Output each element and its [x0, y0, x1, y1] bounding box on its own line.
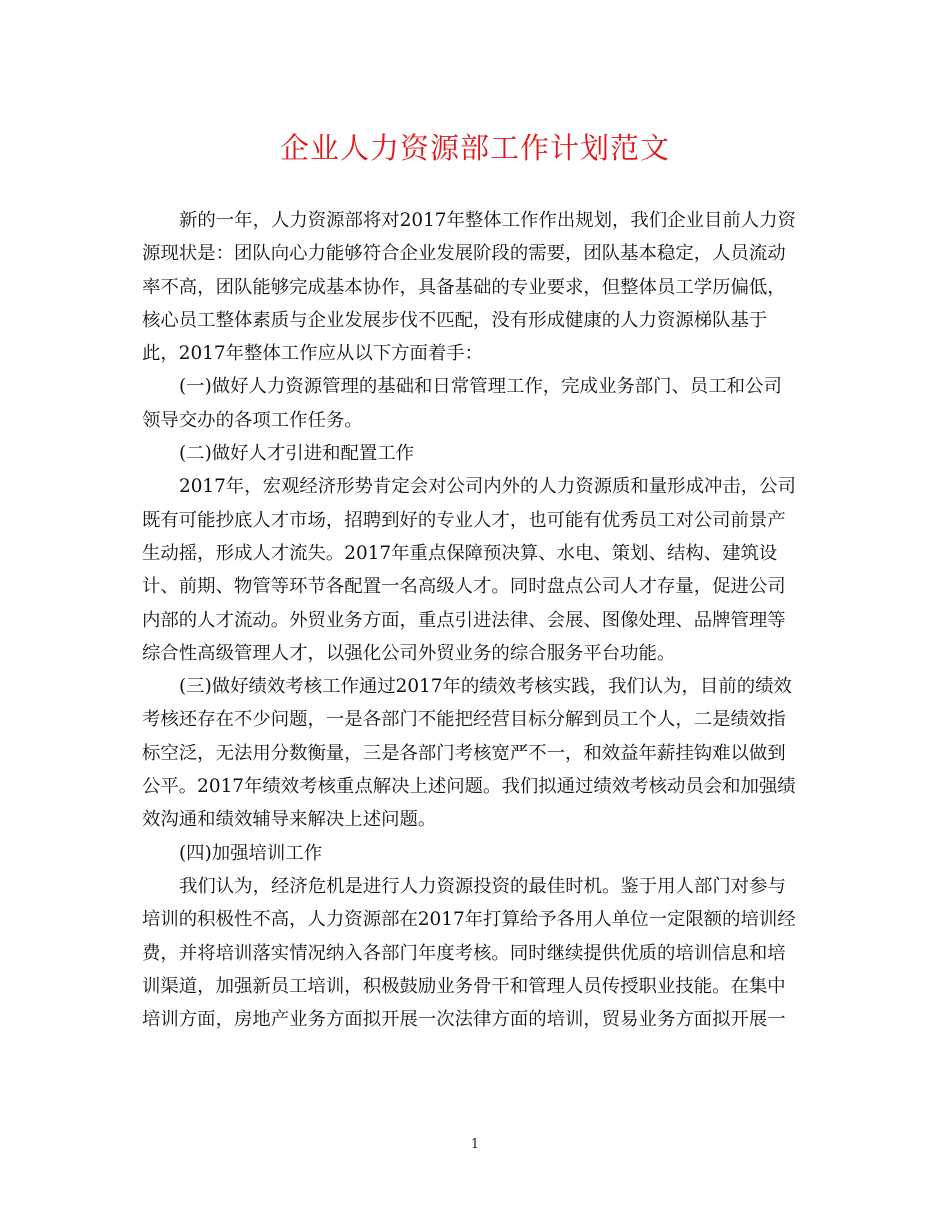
body-line: 既有可能抄底人才市场，招聘到好的专业人才，也可能有优秀员工对公司前景产: [142, 509, 786, 531]
body-line: 综合性高级管理人才，以强化公司外贸业务的综合服务平台功能。: [142, 642, 676, 664]
body-line: 源现状是：团队向心力能够符合企业发展阶段的需要，团队基本稳定，人员流动: [142, 243, 786, 265]
body-line: 我们认为，经济危机是进行人力资源投资的最佳时机。鉴于用人部门对参与: [179, 875, 786, 897]
body-line: 培训的积极性不高，人力资源部在2017年打算给予各用人单位一定限额的培训经: [142, 909, 796, 931]
body-line: 公平。2017年绩效考核重点解决上述问题。我们拟通过绩效考核动员会和加强绩: [142, 776, 796, 798]
body-line: 新的一年，人力资源部将对2017年整体工作作出规划，我们企业目前人力资: [179, 210, 796, 231]
body-line: 生动摇，形成人才流失。2017年重点保障预决算、水电、策划、结构、建筑设: [142, 542, 778, 564]
body-line: 训渠道，加强新员工培训，积极鼓励业务骨干和管理人员传授职业技能。在集中: [142, 975, 786, 997]
body-line: (一)做好人力资源管理的基础和日常管理工作，完成业务部门、员工和公司: [179, 376, 782, 398]
body-line: 效沟通和绩效辅导来解决上述问题。: [142, 809, 437, 831]
body-line: 考核还存在不少问题，一是各部门不能把经营目标分解到员工个人，二是绩效指: [142, 709, 786, 731]
body-line: 领导交办的各项工作任务。: [142, 409, 363, 431]
body-line: 标空泛，无法用分数衡量，三是各部门考核宽严不一，和效益年薪挂钩难以做到: [142, 742, 786, 764]
body-line: 率不高，团队能够完成基本协作，具备基础的专业要求，但整体员工学历偏低，: [142, 276, 786, 298]
document-title: 企业人力资源部工作计划范文: [279, 131, 670, 165]
body-line: (三)做好绩效考核工作通过2017年的绩效考核实践，我们认为，目前的绩效: [179, 676, 792, 698]
body-line: 此，2017年整体工作应从以下方面着手：: [142, 343, 484, 365]
body-line: 2017年，宏观经济形势肯定会对公司内外的人力资源质和量形成冲击，公司: [179, 476, 796, 498]
document-body: [142, 204, 810, 1036]
page-number: 1: [470, 1137, 480, 1152]
body-line: 费，并将培训落实情况纳入各部门年度考核。同时继续提供优质的培训信息和培: [142, 942, 786, 964]
body-line: 内部的人才流动。外贸业务方面，重点引进法律、会展、图像处理、品牌管理等: [142, 609, 786, 631]
body-line: 培训方面，房地产业务方面拟开展一次法律方面的培训，贸易业务方面拟开展一: [142, 1009, 786, 1031]
body-line: 核心员工整体素质与企业发展步伐不匹配，没有形成健康的人力资源梯队基于: [142, 309, 768, 331]
body-line: 计、前期、物管等环节各配置一名高级人才。同时盘点公司人才存量，促进公司: [142, 576, 786, 598]
section-heading: (二)做好人才引进和配置工作: [179, 443, 415, 465]
section-heading: (四)加强培训工作: [179, 842, 323, 864]
